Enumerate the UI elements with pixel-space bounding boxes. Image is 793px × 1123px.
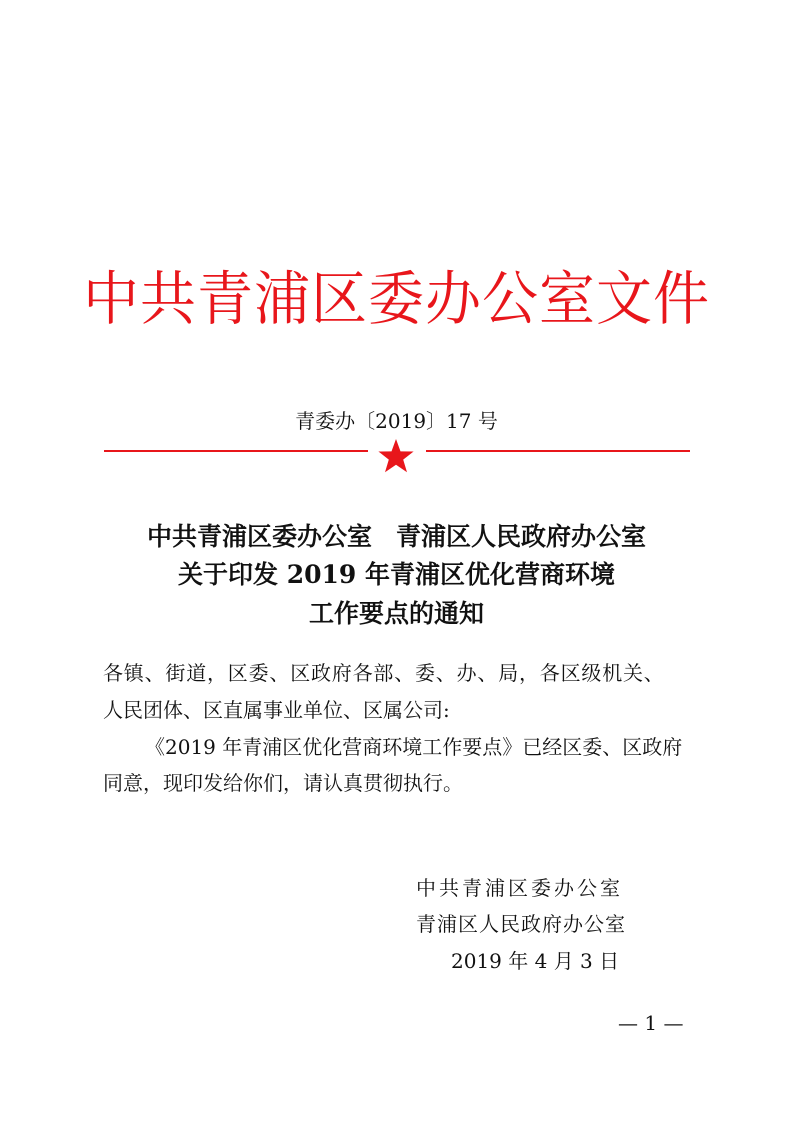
separator-line-left [104,450,368,452]
recipients-line-2: 人民团体、区直属事业单位、区属公司: [103,698,450,722]
signature-org-2: 青浦区人民政府办公室 [416,912,626,936]
signature-date: 2019 年 4 月 3 日 [451,949,620,973]
page-number: — 1 — [618,1011,684,1035]
issuing-office-2: 青浦区人民政府办公室 [396,522,647,551]
issuing-office-1: 中共青浦区委办公室 [146,522,372,551]
document-number: 青委办〔2019〕17 号 [295,409,498,433]
signature-org-1: 中共青浦区委办公室 [416,876,623,900]
red-star-icon [377,438,415,474]
notice-title-line-1 [0,520,793,554]
body-paragraph-line-2: 同意，现印发给你们，请认真贯彻执行。 [103,771,463,795]
recipients-line-1: 各镇、街道，区委、区政府各部、委、办、局，各区级机关、 [103,661,665,685]
notice-title-line-3: 工作要点的通知 [308,599,484,628]
notice-title-line-2: 关于印发 2019 年青浦区优化营商环境 [178,560,615,589]
red-header-title: 中共青浦区委办公室文件 [83,265,710,334]
separator-line-right [426,450,690,452]
body-paragraph-line-1: 《2019 年青浦区优化营商环境工作要点》已经区委、区政府 [145,735,683,759]
